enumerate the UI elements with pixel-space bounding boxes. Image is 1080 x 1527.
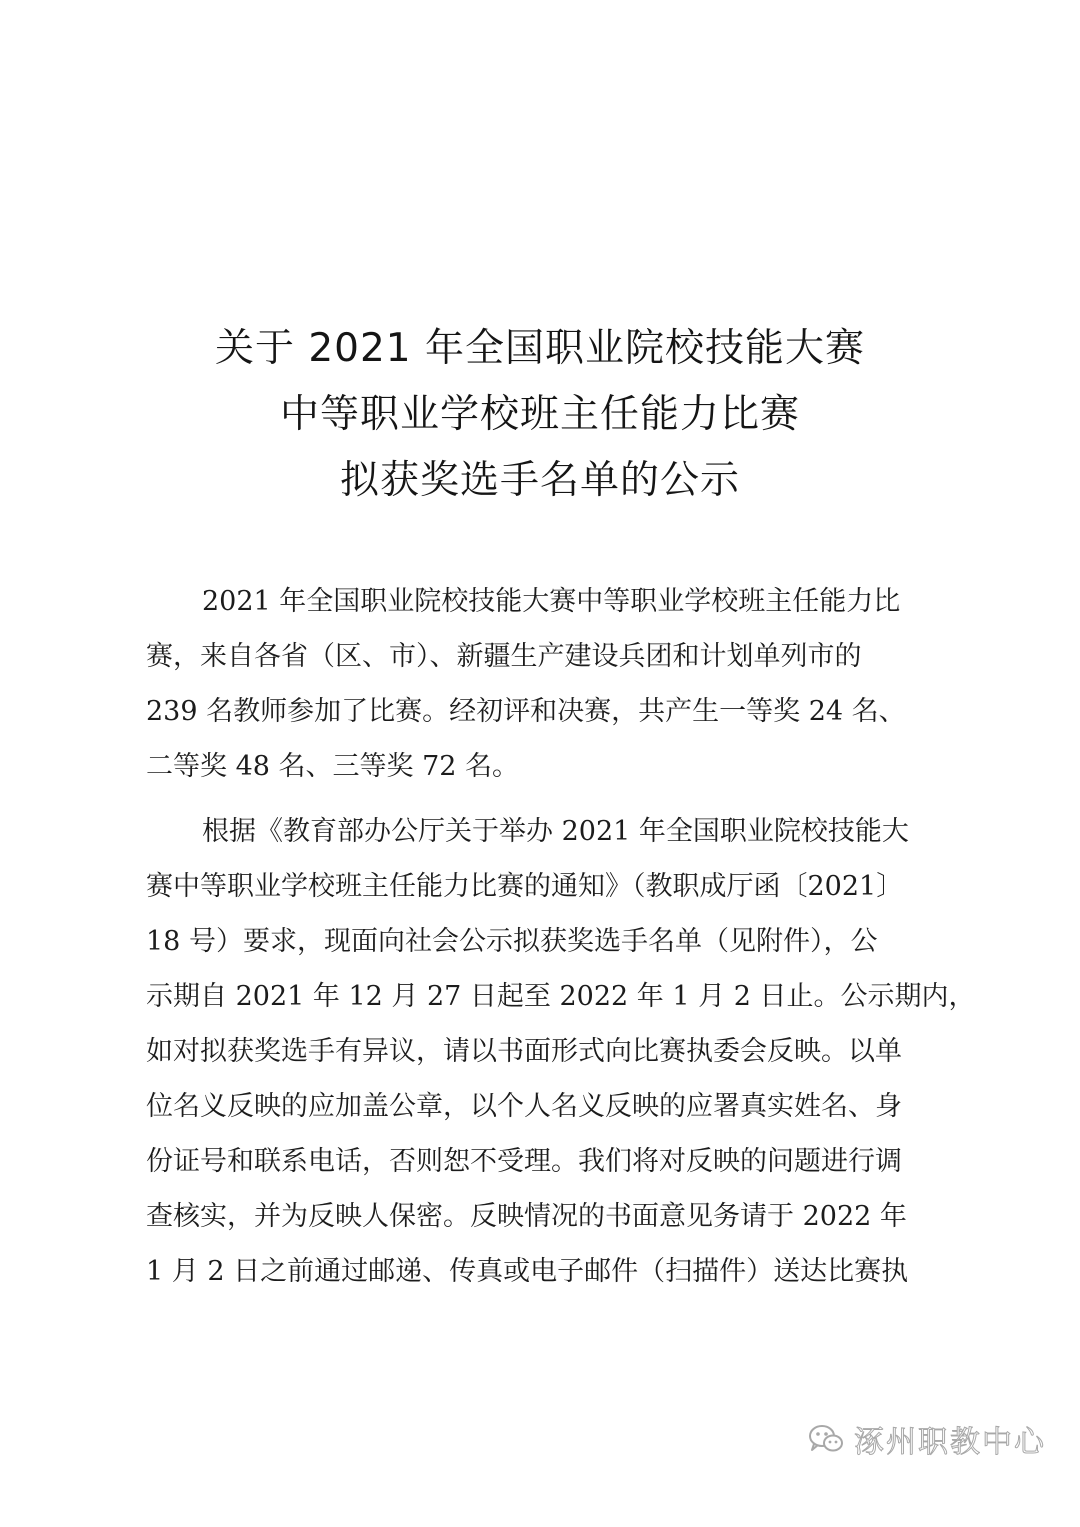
paragraph-line: 查核实，并为反映人保密。反映情况的书面意见务请于 2022 年 [146,1201,907,1232]
paragraph-line: 如对拟获奖选手有异议，请以书面形式向比赛执委会反映。以单 [146,1036,902,1067]
paragraph-line: 18 号）要求，现面向社会公示拟获奖选手名单（见附件），公 [146,926,878,957]
paragraph-1 [146,574,946,794]
paragraph-line: 示期自 2021 年 12 月 27 日起至 2022 年 1 月 2 日止。公示期内， [146,981,976,1012]
paragraph-line: 二等奖 48 名、三等奖 72 名。 [146,751,520,782]
paragraph-2 [146,804,976,1299]
title-line-2: 中等职业学校班主任能力比赛 [279,392,800,437]
title-line-3: 拟获奖选手名单的公示 [339,458,740,503]
document-title [0,316,1080,514]
paragraph-line: 赛中等职业学校班主任能力比赛的通知》（教职成厅函〔2021〕 [146,871,904,902]
paragraph-line: 份证号和联系电话，否则恕不受理。我们将对反映的问题进行调 [146,1146,902,1177]
paragraph-line: 赛，来自各省（区、市）、新疆生产建设兵团和计划单列市的 [146,641,862,672]
wechat-icon [808,1424,844,1454]
document-body [146,574,976,1309]
paragraph-line: 239 名教师参加了比赛。经初评和决赛，共产生一等奖 24 名、 [146,696,906,727]
paragraph-line: 1 月 2 日之前通过邮递、传真或电子邮件（扫描件）送达比赛执 [146,1256,909,1287]
title-line-1: 关于 2021 年全国职业院校技能大赛 [214,326,866,371]
paragraph-line: 根据《教育部办公厅关于举办 2021 年全国职业院校技能大 [202,816,909,847]
paragraph-line: 2021 年全国职业院校技能大赛中等职业学校班主任能力比 [202,586,901,617]
paragraph-line: 位名义反映的应加盖公章，以个人名义反映的应署真实姓名、身 [146,1091,902,1122]
watermark [808,1417,1046,1461]
watermark-text: 涿州职教中心 [854,1425,1046,1460]
